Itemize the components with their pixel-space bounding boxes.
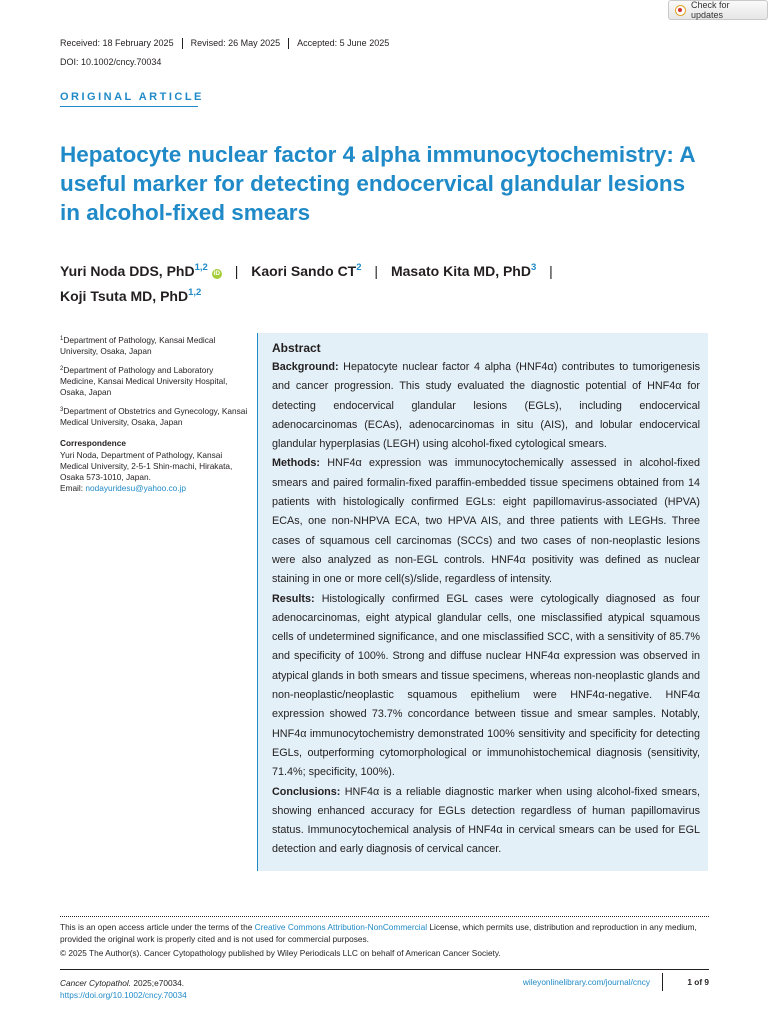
author-name: Kaori Sando CT — [251, 263, 357, 279]
author-separator: | — [234, 263, 239, 279]
revised-date: Revised: 26 May 2025 — [182, 38, 289, 49]
license-link[interactable]: Creative Commons Attribution-NonCommercial — [254, 922, 428, 932]
correspondence-email: Email: nodayuridesu@yahoo.co.jp — [60, 483, 187, 493]
publication-dates — [60, 38, 397, 49]
check-for-updates-label: Check for updates — [691, 0, 730, 20]
orcid-icon[interactable]: iD — [213, 270, 221, 277]
article-type: ORIGINAL ARTICLE — [60, 91, 204, 103]
footer-divider — [60, 916, 709, 917]
article-type-underline — [60, 106, 198, 107]
author-name: Masato Kita MD, PhD — [390, 263, 531, 279]
correspondence-heading: Correspondence — [60, 438, 126, 448]
check-for-updates-button[interactable] — [668, 0, 768, 20]
journal-site-link[interactable]: wileyonlinelibrary.com/journal/cncy — [522, 977, 650, 987]
license-notice — [60, 921, 710, 959]
abstract-results: Results: Histologically confirmed EGL cases were cytologically diagnosed as four adenocarcinomas, eight atypical glandular cells, one misclassified atypical squamous cells of undetermined significance, and one misclassified SCC, with a sensitivity of 85.7% and specificity of 100%. Strong and diffuse nuclear HNF4α expression was observed in atypical glands in both smears and tissue specimens, whereas non-neoplastic glands and non-neoplastic/neoplastic squamous epithelium were HNF4α-negative. HNF4α expression showed 73.7% concordance between tissue and smear samples. Notably, HNF4α immunocytochemistry demonstrated 100% sensitivity and specificity for detecting EGLs, outperforming cytomorphological or immunohistochemical diagnosis (sensitivity, 71.4%; specificity, 100%). — [272, 592, 700, 779]
journal-name: Cancer Cytopathol. — [60, 978, 132, 988]
license-text: This is an open access article under the terms of the Creative Commons Attribution-NonCommercial License, which permits use, distribution and reproduction in any medium, provided the original work is properly cited and is not used for commercial purposes. — [60, 922, 697, 944]
doi-header: DOI: 10.1002/cncy.70034 — [60, 57, 162, 67]
affiliation: $^1$Department of Pathology, Kansai Medical University, Osaka, Japan — [60, 335, 216, 356]
accepted-date: Accepted: 5 June 2025 — [288, 38, 397, 49]
received-date: Received: 18 February 2025 — [60, 38, 174, 48]
author-affiliation-ref[interactable]: 1,2 — [194, 262, 208, 273]
affiliation: $^3$Department of Obstetrics and Gynecology, Kansai Medical University, Osaka, Japan — [60, 406, 248, 427]
author-list — [60, 257, 710, 307]
author-name: Koji Tsuta MD, PhD — [60, 288, 189, 304]
abstract-box — [257, 333, 708, 871]
author-affiliation-ref[interactable]: 1,2 — [188, 287, 202, 298]
abstract-methods: Methods: HNF4α expression was immunocytochemically assessed in alcohol-fixed smears and paired formalin-fixed paraffin-embedded tissue specimens obtained from 14 patients with histologically confirmed EGLs: eight papillomavirus-associated (HPVA) ECAs, one non-NHPVA ECA, two HPVA AIS, and three patients with LEGHs. Three cases of squamous cell carcinomas (SCCs) and two cases of non-neoplastic lesions were also analyzed as non-EGL controls. HNF4α positivity was defined as nuclear staining in one or more cell(s)/slide, regardless of intensity. — [272, 457, 700, 586]
page-number: 1 of 9 — [687, 977, 709, 987]
citation-details: 2025;e70034. — [131, 978, 185, 988]
correspondence-address: Yuri Noda, Department of Pathology, Kansai Medical University, 2-5-1 Shin-machi, Hirakata, Osaka 573-1010, Japan. — [60, 450, 233, 482]
article-title: Hepatocyte nuclear factor 4 alpha immunocytochemistry: A useful marker for detecting endocervical glandular lesions in alcohol-fixed smears — [60, 142, 695, 225]
copyright-line: © 2025 The Author(s). Cancer Cytopathology published by Wiley Periodicals LLC on behalf of American Cancer Society. — [60, 948, 501, 958]
affiliations-column — [60, 334, 250, 494]
footer-rule — [60, 969, 709, 970]
abstract-conclusions: Conclusions: HNF4α is a reliable diagnostic marker when using alcohol-fixed smears, showing enhanced accuracy for EGLs detection regardless of human papillomavirus status. Immunocytochemical analysis of HNF4α in cervical smears can be used for EGL detection and early diagnosis of cervical cancer. — [272, 785, 700, 856]
author-affiliation-ref[interactable]: 3 — [530, 262, 537, 273]
email-link[interactable]: nodayuridesu@yahoo.co.jp — [85, 483, 187, 493]
page-number-divider — [662, 973, 663, 991]
author-affiliation-ref[interactable]: 2 — [356, 262, 362, 273]
crossmark-icon — [675, 5, 686, 16]
journal-citation — [60, 977, 187, 1001]
abstract-heading: Abstract — [272, 341, 321, 355]
abstract-background: Background: Hepatocyte nuclear factor 4 alpha (HNF4α) contributes to tumorigenesis and cancer progression. This study evaluated the diagnostic potential of HNF4α for detecting endocervical glandular lesions (EGLs), including endocervical adenocarcinomas (ECAs), adenocarcinomas in situ (AIS), and lobular endocervical glandular hyperplasias (LEGH) using alcohol-fixed cytological smears. — [272, 361, 700, 451]
author-separator: | — [549, 263, 553, 279]
affiliation: $^2$Department of Pathology and Laboratory Medicine, Kansai Medical University Hospital, Osaka, Japan — [60, 365, 228, 397]
author-name: Yuri Noda DDS, PhD — [60, 263, 195, 279]
doi-link[interactable]: https://doi.org/10.1002/cncy.70034 — [60, 990, 187, 1000]
author-separator: | — [374, 263, 379, 279]
